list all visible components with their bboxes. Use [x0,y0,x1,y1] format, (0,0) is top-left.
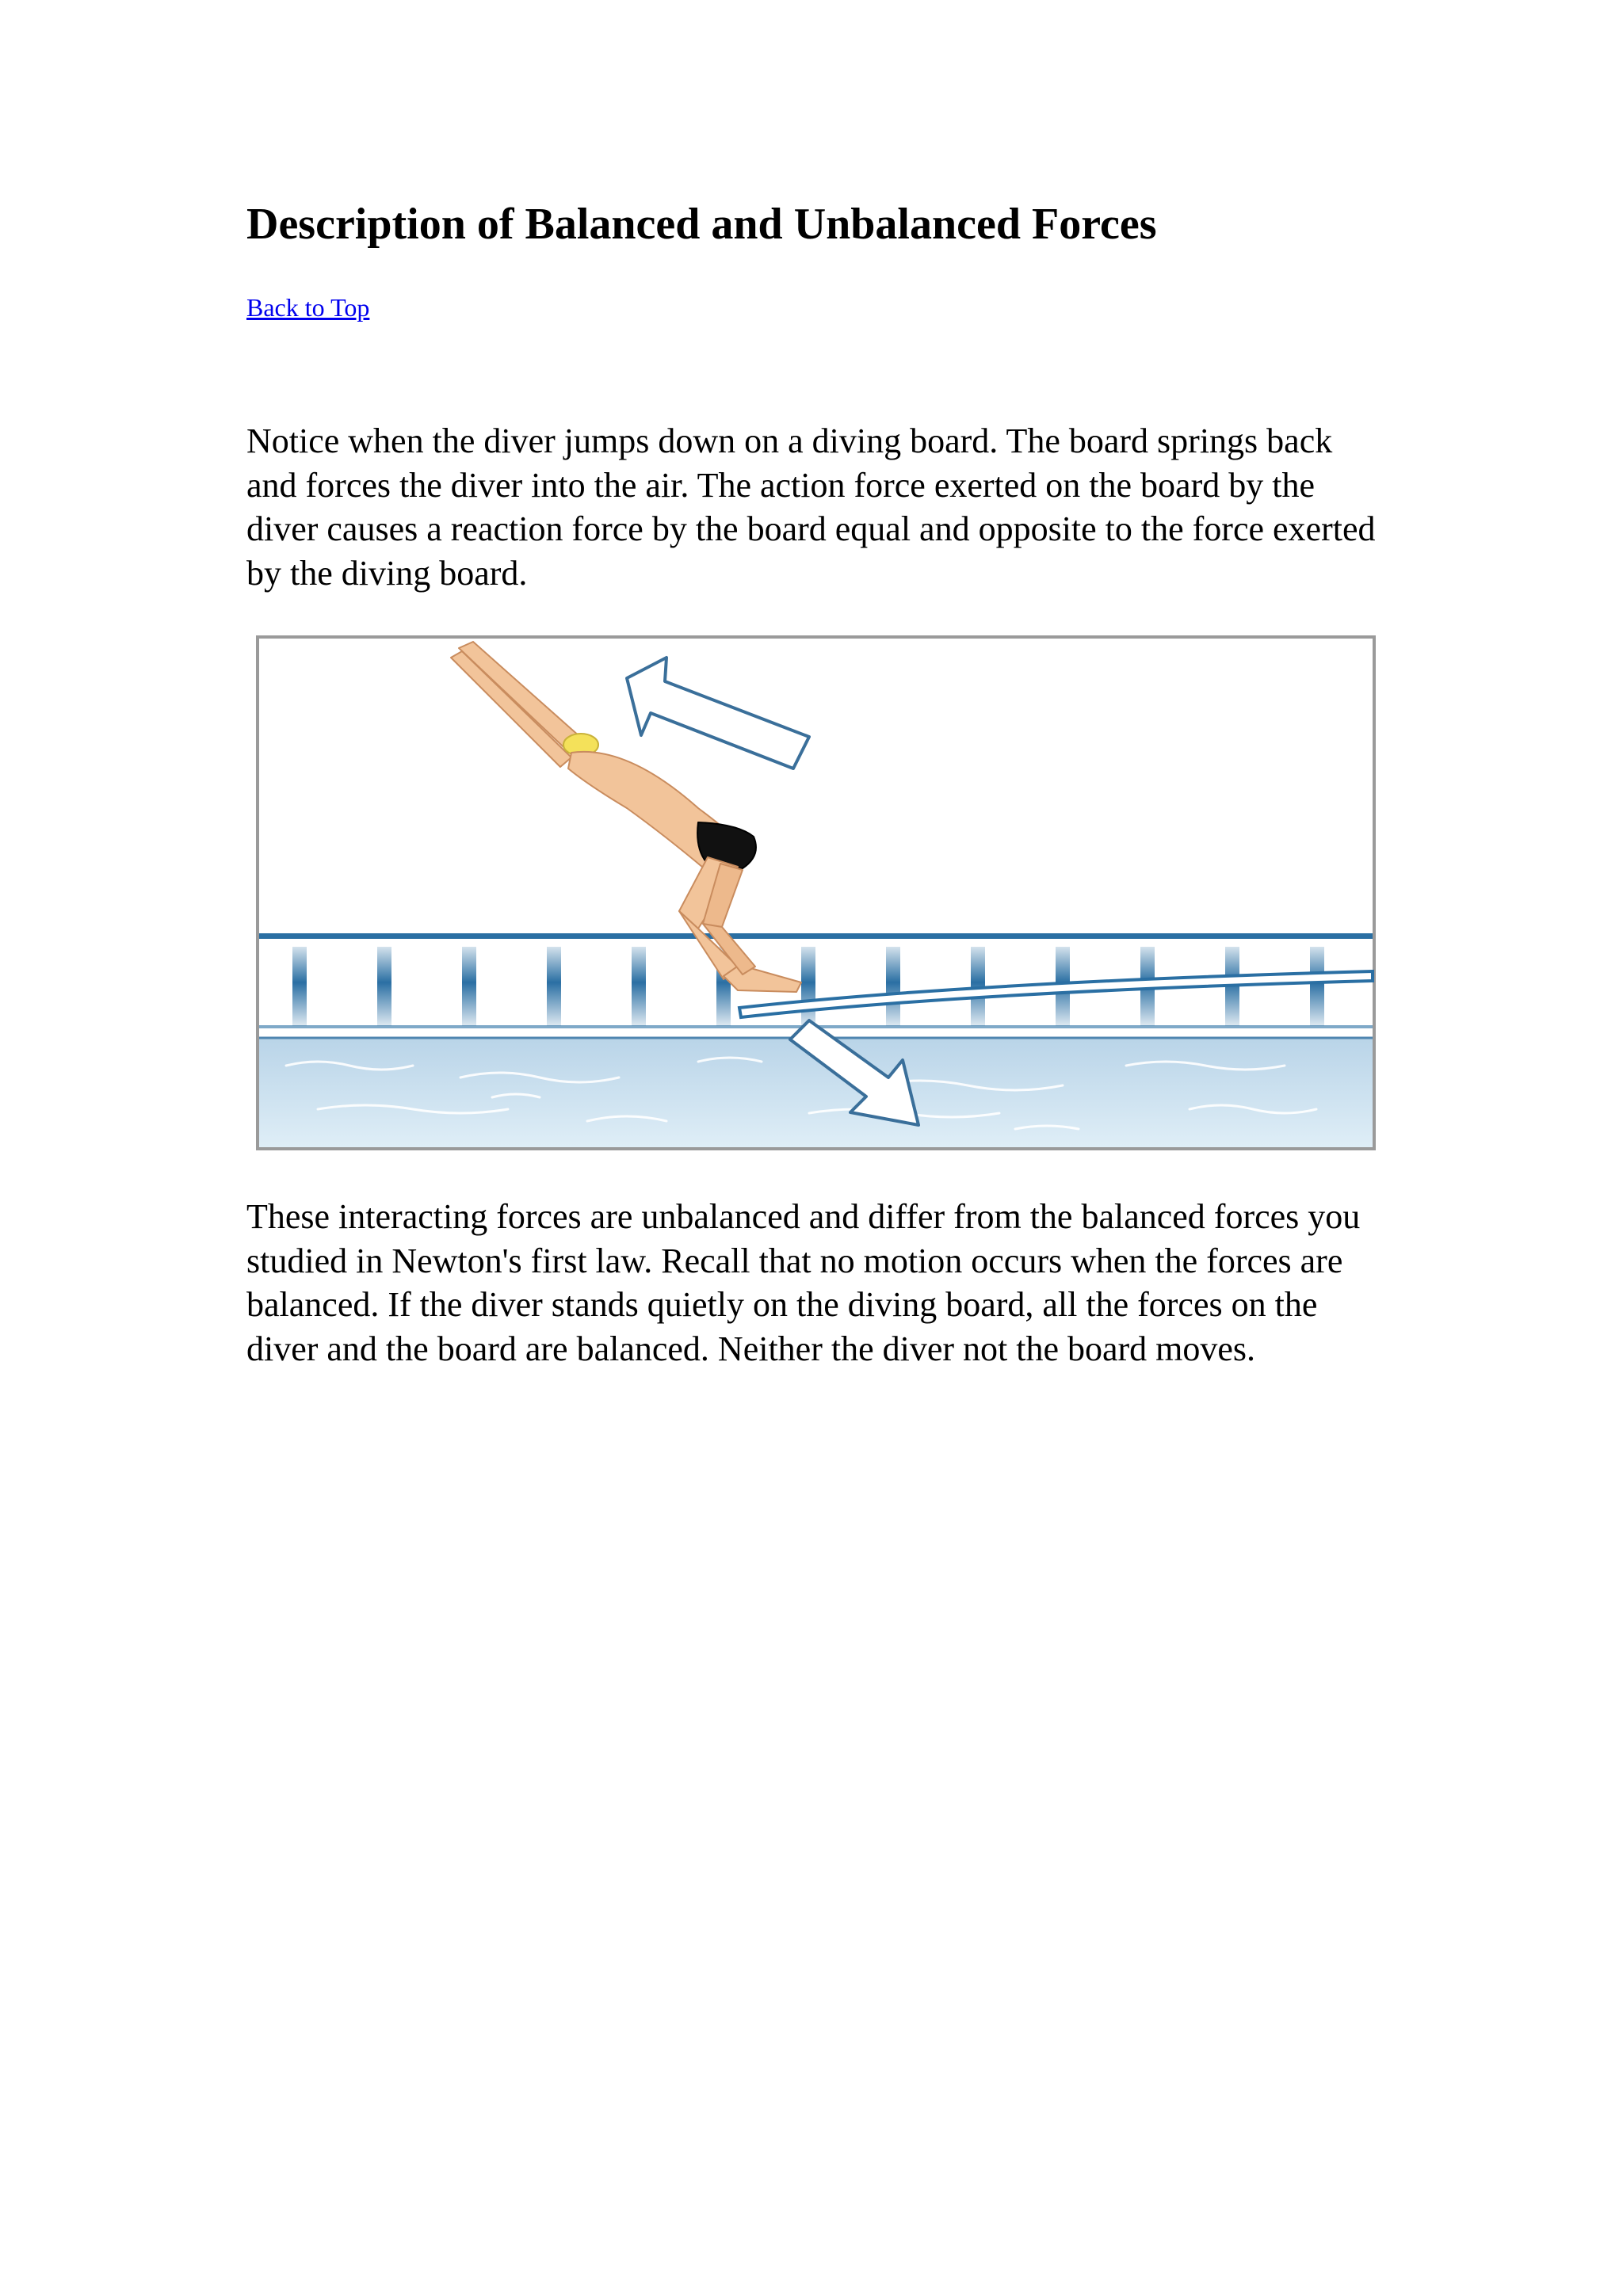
paragraph-explanation: These interacting forces are unbalanced and differ from the balanced forces you studied in Newton's first law. Recall that no motion occurs when the forces are balanced. If the diver stands quietly on the diving board, all the forces on the diver and the board are balanced. Neither the diver not the board moves. [246,1197,1361,1368]
page-title: Description of Balanced and Unbalanced Forces [246,200,1157,249]
diver-on-diving-board-illustration-icon [254,634,1377,1152]
paragraph-intro: Notice when the diver jumps down on a diving board. The board springs back and forces the diver into the air. The action force exerted on the board by the diver causes a reaction force by the board equal and opposite to the force exerted by the diving board. [246,421,1376,593]
diver-illustration [254,634,1377,1152]
back-to-top-link[interactable]: Back to Top [246,293,370,322]
